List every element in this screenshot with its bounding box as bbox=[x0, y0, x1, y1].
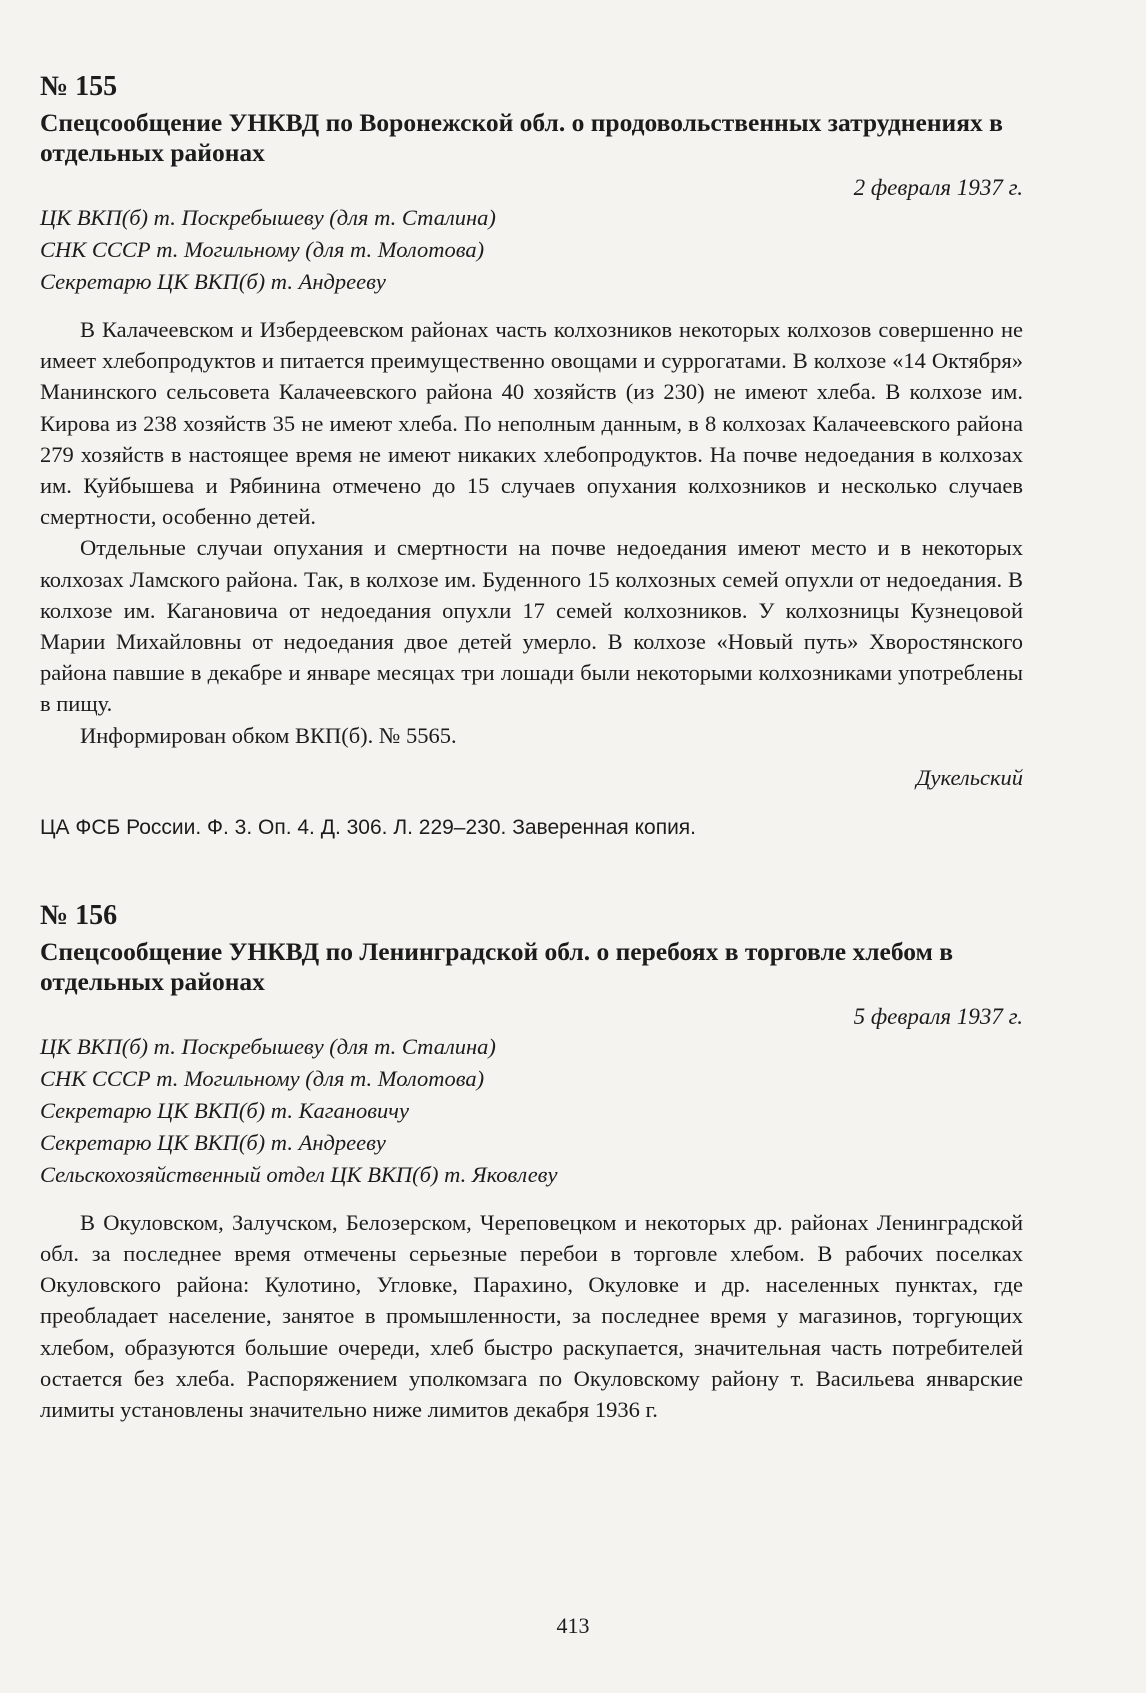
recipients-list bbox=[40, 202, 1023, 298]
recipient: Секретарю ЦК ВКП(б) т. Андрееву bbox=[40, 269, 386, 294]
document-title: Спецсообщение УНКВД по Воронежской обл. о продовольственных затруднениях в отдельных районах bbox=[40, 108, 1003, 167]
recipient: Секретарю ЦК ВКП(б) т. Андрееву bbox=[40, 1129, 386, 1155]
document-156 bbox=[40, 899, 1023, 1425]
document-body bbox=[40, 1207, 1023, 1425]
document-body bbox=[40, 314, 1023, 751]
document-number: № 155 bbox=[40, 71, 118, 102]
recipients-list bbox=[40, 1031, 1023, 1191]
document-title: Спецсообщение УНКВД по Ленинградской обл. о перебоях в торговле хлебом в отдельных районах bbox=[40, 936, 954, 996]
recipient: Сельскохозяйственный отдел ЦК ВКП(б) т. Яковлеву bbox=[40, 1161, 558, 1187]
page-number: 413 bbox=[556, 1613, 590, 1638]
page-content bbox=[40, 70, 1023, 1425]
recipient: СНК СССР т. Могильному (для т. Молотова) bbox=[40, 1065, 485, 1091]
recipient: Секретарю ЦК ВКП(б) т. Кагановичу bbox=[40, 1097, 409, 1123]
body-paragraph: В Окуловском, Залучском, Белозерском, Череповецком и некоторых др. районах Ленинградской обл. за последнее время отмечены серьезные перебои в торговле хлебом. В рабочих поселках Окуловского района: Кулотино, Угловке, Парахино, Окуловке и др. населенных пунктах, где преобладает население, занятое в промышленности, за последнее время у магазинов, торгующих хлебом, образуются большие очереди, хлеб быстро раскупается, значительная часть потребителей остается без хлеба. Распоряжением уполкомзага по Окуловскому району т. Васильева январские лимиты установлены значительно ниже лимитов декабря 1936 г. bbox=[40, 1209, 1023, 1423]
document-date: 5 февраля 1937 г. bbox=[853, 1003, 1023, 1029]
archive-source: ЦА ФСБ России. Ф. 3. Оп. 4. Д. 306. Л. 229–230. Заверенная копия. bbox=[40, 815, 697, 839]
recipient: ЦК ВКП(б) т. Поскребышеву (для т. Сталина) bbox=[40, 205, 496, 230]
document-date: 2 февраля 1937 г. bbox=[853, 175, 1023, 200]
document-number: № 156 bbox=[40, 899, 118, 931]
body-paragraph: Информирован обком ВКП(б). № 5565. bbox=[80, 722, 457, 748]
document-155 bbox=[40, 70, 1023, 843]
recipient: ЦК ВКП(б) т. Поскребышеву (для т. Сталина) bbox=[40, 1033, 496, 1059]
recipient: СНК СССР т. Могильному (для т. Молотова) bbox=[40, 237, 485, 262]
signature: Дукельский bbox=[916, 764, 1023, 790]
body-paragraph: Отдельные случаи опухания и смертности на почве недоедания имеют место и в некоторых колхозах Ламского района. Так, в колхозе им. Буденного 15 колхозных семей опухли от недоедания. В колхозе им. Кагановича от недоедания опухли 17 семей колхозников. У колхозницы Кузнецовой Марии Михайловны от недоедания двое детей умерло. В колхозе «Новый путь» Хворостянского района павшие в декабре и январе месяцах три лошади были некоторыми колхозниками употреблены в пищу. bbox=[40, 535, 1023, 717]
body-paragraph: В Калачеевском и Избердеевском районах часть колхозников некоторых колхозов совершенно не имеет хлебопродуктов и питается преимущественно овощами и суррогатами. В колхозе «14 Октября» Манинского сельсовета Калачеевского района 40 хозяйств (из 230) не имеют хлеба. В колхозе им. Кирова из 238 хозяйств 35 не имеют хлеба. По неполным данным, в 8 колхозах Калачеевского района 279 хозяйств в настоящее время не имеют никаких хлебопродуктов. На почве недоедания в колхозах им. Куйбышева и Рябинина отмечено до 15 случаев опухания колхозников и несколько случаев смертности, особенно детей. bbox=[40, 317, 1023, 530]
